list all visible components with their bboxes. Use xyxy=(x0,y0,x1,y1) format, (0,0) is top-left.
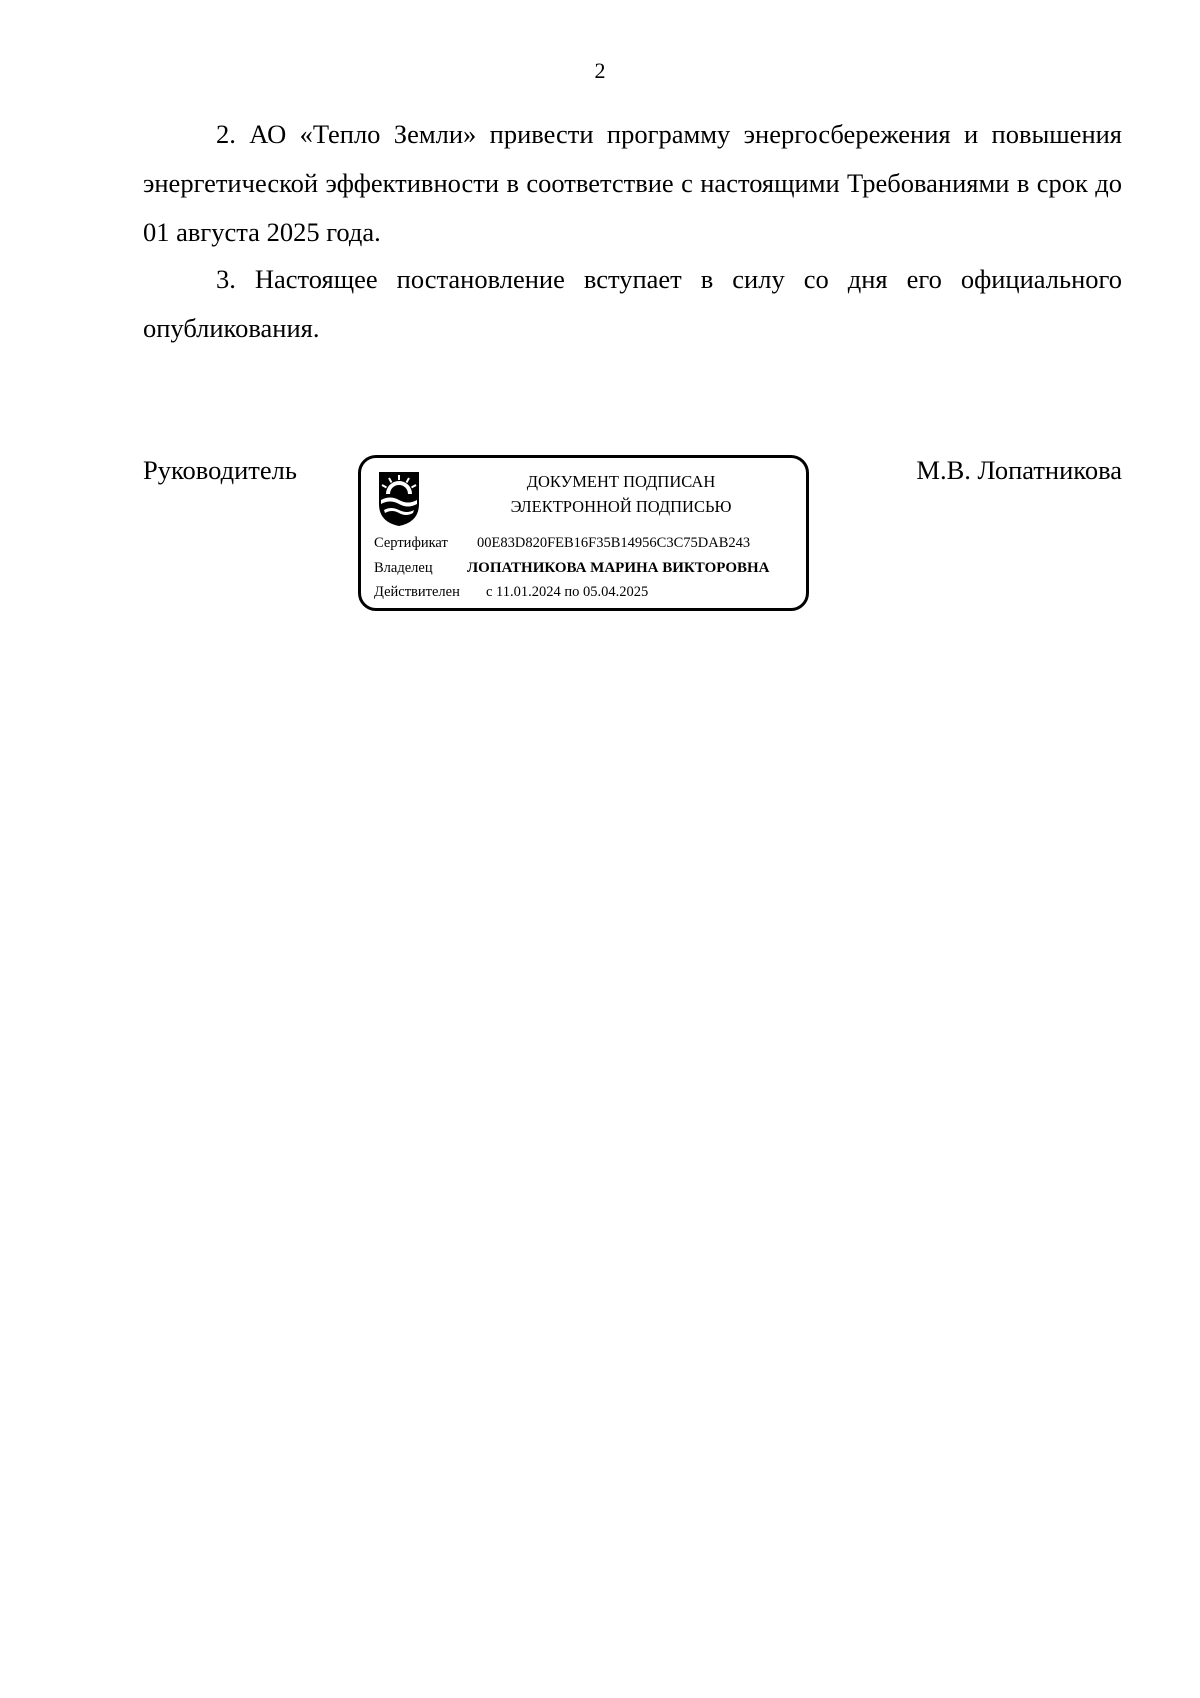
stamp-header-line2: ЭЛЕКТРОННОЙ ПОДПИСЬЮ xyxy=(510,497,732,516)
owner-label: Владелец xyxy=(374,560,433,576)
electronic-signature-stamp xyxy=(358,455,809,611)
validity-label: Действителен xyxy=(374,584,460,600)
certificate-label: Сертификат xyxy=(374,535,448,551)
coat-of-arms-icon xyxy=(377,470,421,528)
validity-value: с 11.01.2024 по 05.04.2025 xyxy=(486,584,649,600)
paragraph-2: 2. АО «Тепло Земли» привести программу энергосбережения и повышения энергетической эффективности в соответствие с настоящими Требованиями в срок до 01 августа 2025 года. xyxy=(143,119,1122,247)
paragraph-3: 3. Настоящее постановление вступает в силу со дня его официального опубликования. xyxy=(143,264,1122,343)
signer-name: М.В. Лопатникова xyxy=(916,455,1122,485)
stamp-header xyxy=(471,469,771,519)
certificate-value: 00E83D820FEB16F35B14956C3C75DAB243 xyxy=(477,535,751,551)
stamp-header-line1: ДОКУМЕНТ ПОДПИСАН xyxy=(526,472,716,491)
owner-row xyxy=(374,560,770,577)
certificate-row xyxy=(374,535,751,552)
owner-value: ЛОПАТНИКОВА МАРИНА ВИКТОРОВНА xyxy=(467,560,770,576)
validity-row xyxy=(374,584,649,601)
page-number: 2 xyxy=(594,58,606,83)
signer-position: Руководитель xyxy=(143,455,297,485)
